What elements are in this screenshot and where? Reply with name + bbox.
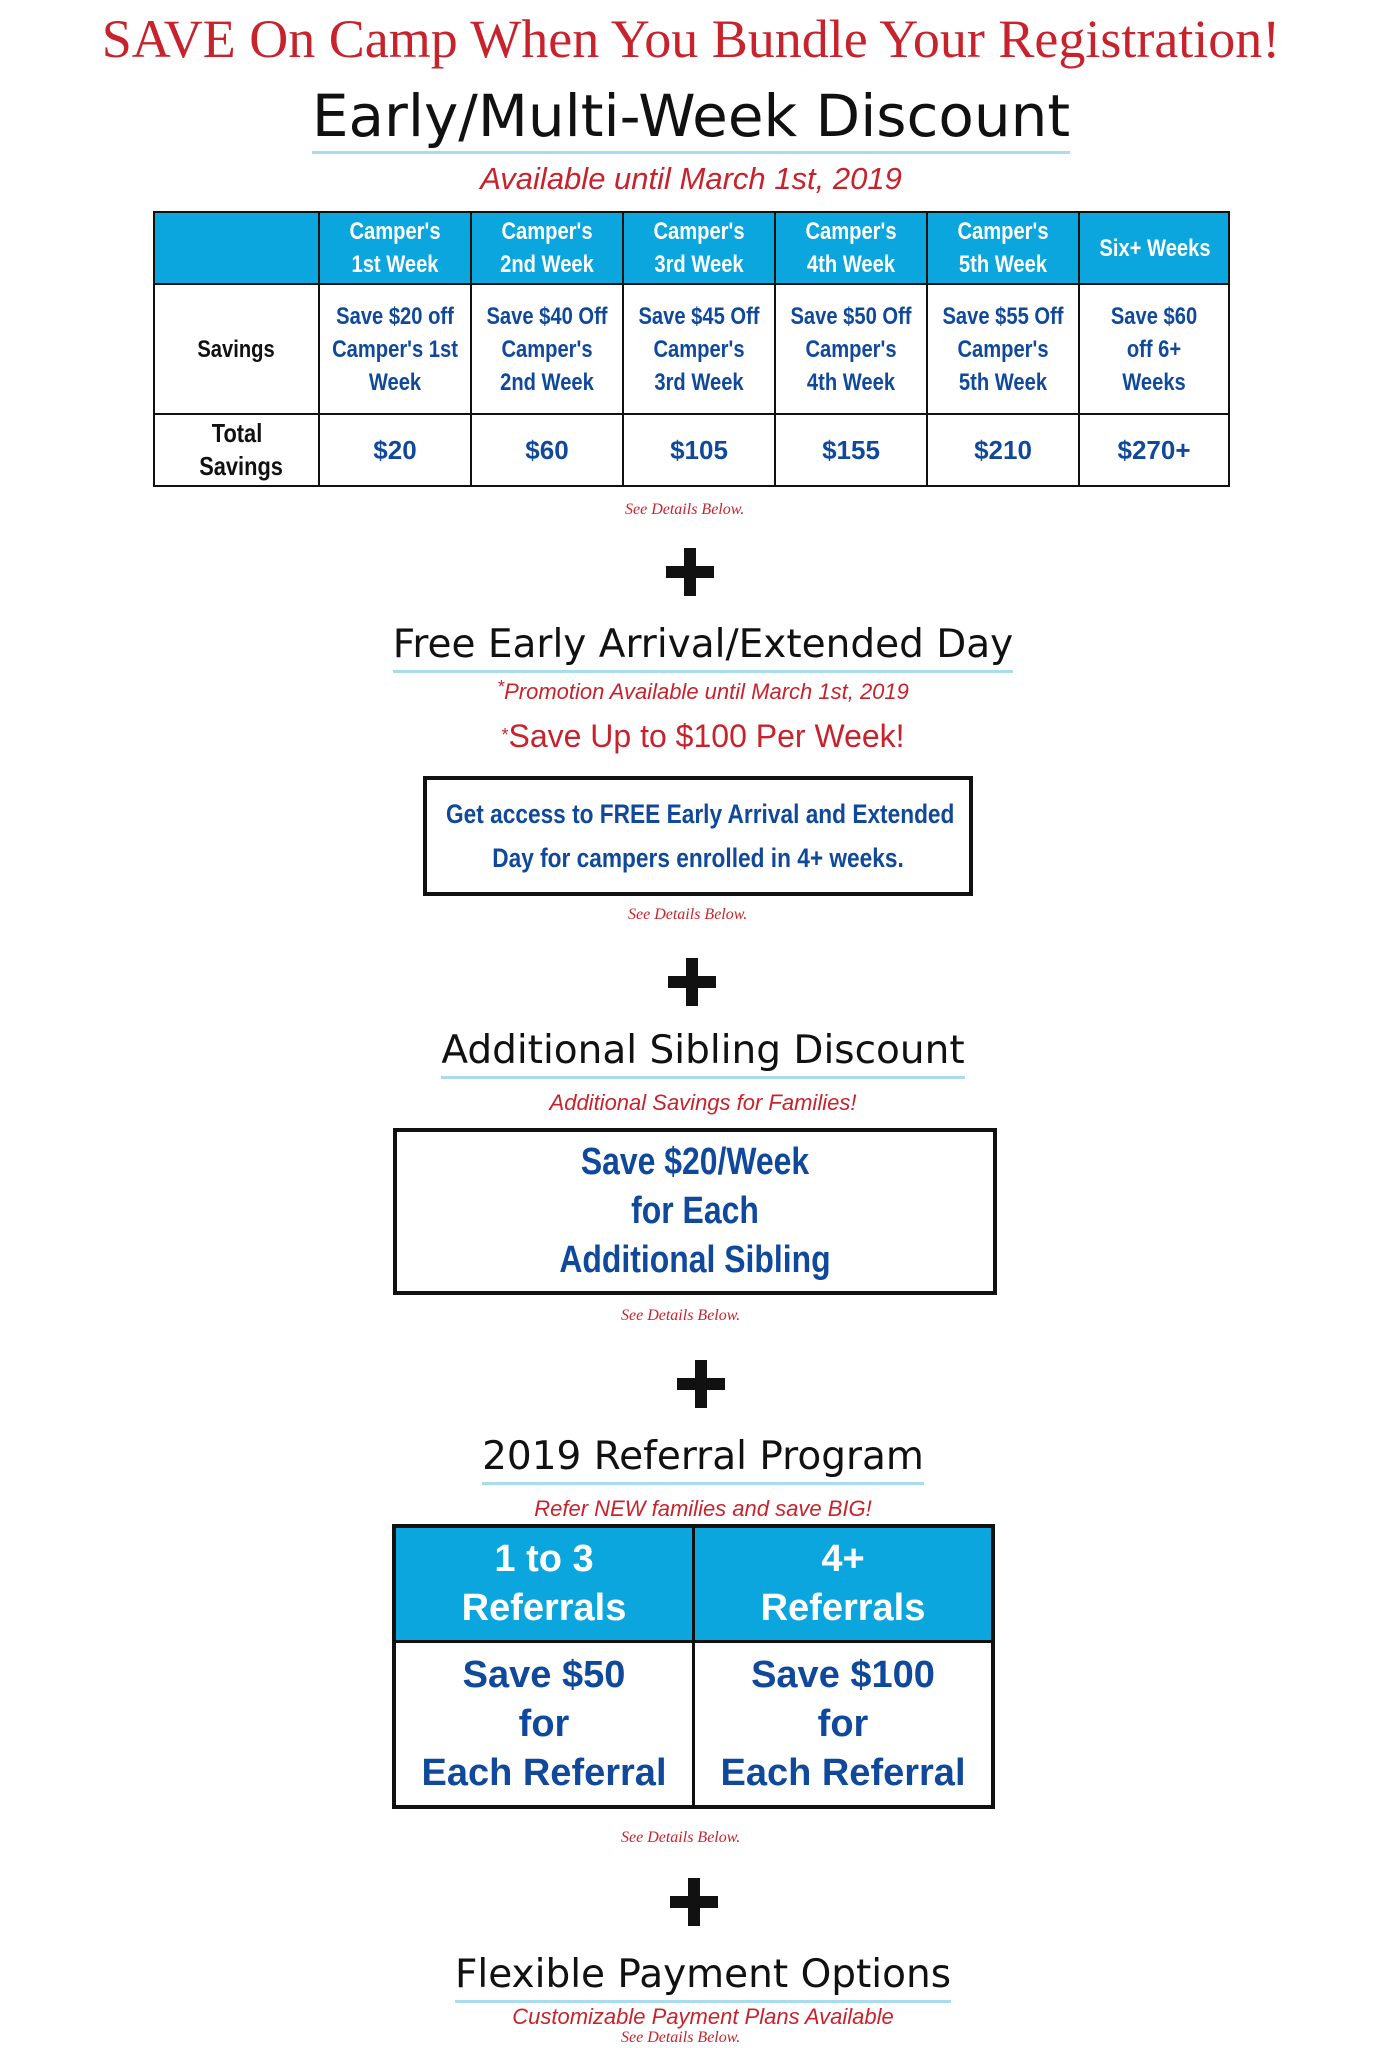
table-row xyxy=(154,414,1229,486)
table-header-cell: Six+ Weeks xyxy=(1079,212,1229,284)
referral-program-subtitle: Refer NEW families and save BIG! xyxy=(534,1496,872,1521)
payment-options-subtitle: Customizable Payment Plans Available xyxy=(512,2004,894,2029)
referral-body-line: Save $100 xyxy=(751,1653,935,1696)
plus-icon xyxy=(666,548,714,596)
referral-header-line: Referrals xyxy=(760,1587,926,1629)
sibling-discount-title-text: Additional Sibling Discount xyxy=(441,1026,964,1079)
referral-body-line: for xyxy=(518,1702,570,1745)
sibling-box-line: Save $20/Week xyxy=(580,1141,810,1183)
referral-table xyxy=(392,1524,995,1809)
referral-body-line: Each Referral xyxy=(720,1751,966,1794)
table-cell: Save $40 Off Camper's 2nd Week xyxy=(471,284,623,414)
table-header-cell: Camper's 5th Week xyxy=(927,212,1079,284)
early-details-link[interactable]: See Details Below. xyxy=(625,501,745,518)
table-header-cell xyxy=(154,212,319,284)
referral-body-cell xyxy=(394,1642,694,1808)
extended-day-save xyxy=(12,715,1382,756)
plus-icon xyxy=(677,1360,725,1408)
payment-options-title xyxy=(12,1950,1382,2003)
table-cell: $270+ xyxy=(1079,414,1229,486)
referral-program-title xyxy=(12,1432,1382,1485)
banner-heading: SAVE On Camp When You Bundle Your Registration! xyxy=(101,9,1281,69)
table-row xyxy=(154,284,1229,414)
save-text: Save Up to $100 Per Week! xyxy=(508,718,905,754)
table-cell: $155 xyxy=(775,414,927,486)
extended-details-link[interactable]: See Details Below. xyxy=(628,906,748,923)
promo-asterisk: * xyxy=(497,677,505,697)
table-cell: Save $50 Off Camper's 4th Week xyxy=(775,284,927,414)
referral-body-line: for xyxy=(817,1702,869,1745)
referral-header-line: 1 to 3 xyxy=(494,1538,594,1580)
save-asterisk: * xyxy=(501,725,509,745)
plus-icon xyxy=(670,1878,718,1926)
extended-day-title xyxy=(12,620,1382,673)
referral-body-line: Each Referral xyxy=(421,1751,667,1794)
extended-day-promo xyxy=(12,673,1382,706)
early-discount-title-text: Early/Multi-Week Discount xyxy=(312,81,1070,154)
referral-details-link[interactable]: See Details Below. xyxy=(621,1829,741,1846)
table-cell: Save $55 Off Camper's 5th Week xyxy=(927,284,1079,414)
table-header-cell: Camper's 1st Week xyxy=(319,212,471,284)
sibling-details-link[interactable]: See Details Below. xyxy=(621,1307,741,1324)
table-header-cell: Camper's 3rd Week xyxy=(623,212,775,284)
table-cell: Save $45 Off Camper's 3rd Week xyxy=(623,284,775,414)
referral-header-line: 4+ xyxy=(821,1538,865,1580)
extended-day-title-text: Free Early Arrival/Extended Day xyxy=(393,620,1014,673)
table-cell: $105 xyxy=(623,414,775,486)
table-header-cell: Camper's 2nd Week xyxy=(471,212,623,284)
plus-icon xyxy=(668,958,716,1006)
sibling-box-line: for Each xyxy=(631,1190,759,1232)
sibling-discount-box xyxy=(393,1128,997,1295)
referral-body-cell xyxy=(694,1642,994,1808)
sibling-discount-title xyxy=(12,1026,1382,1079)
referral-header-row xyxy=(394,1526,993,1642)
table-header-cell: Camper's 4th Week xyxy=(775,212,927,284)
table-header-row xyxy=(154,212,1229,284)
payment-options-title-text: Flexible Payment Options xyxy=(455,1950,951,2003)
table-cell: $210 xyxy=(927,414,1079,486)
table-cell: $20 xyxy=(319,414,471,486)
extended-box-line: Get access to FREE Early Arrival and Extended xyxy=(446,799,955,829)
table-cell: Save $60 off 6+ Weeks xyxy=(1079,284,1229,414)
early-discount-subtitle: Available until March 1st, 2019 xyxy=(480,161,902,196)
early-discount-title xyxy=(0,81,1382,154)
payment-details-link[interactable]: See Details Below. xyxy=(621,2029,741,2046)
sibling-box-line: Additional Sibling xyxy=(559,1239,831,1281)
table-cell: Save $20 off Camper's 1st Week xyxy=(319,284,471,414)
promo-text: Promotion Available until March 1st, 2019 xyxy=(504,679,909,704)
sibling-discount-subtitle: Additional Savings for Families! xyxy=(549,1090,857,1115)
multi-week-discount-table xyxy=(153,211,1230,487)
referral-program-title-text: 2019 Referral Program xyxy=(482,1432,924,1485)
referral-body-row xyxy=(394,1642,993,1808)
referral-header-cell xyxy=(694,1526,994,1642)
table-cell: $60 xyxy=(471,414,623,486)
extended-box-line: Day for campers enrolled in 4+ weeks. xyxy=(492,843,904,873)
total-savings-row-label: Total Savings xyxy=(154,414,319,486)
referral-header-line: Referrals xyxy=(461,1587,627,1629)
savings-row-label: Savings xyxy=(154,284,319,414)
referral-header-cell xyxy=(394,1526,694,1642)
extended-day-box xyxy=(423,776,973,896)
referral-body-line: Save $50 xyxy=(462,1653,626,1696)
